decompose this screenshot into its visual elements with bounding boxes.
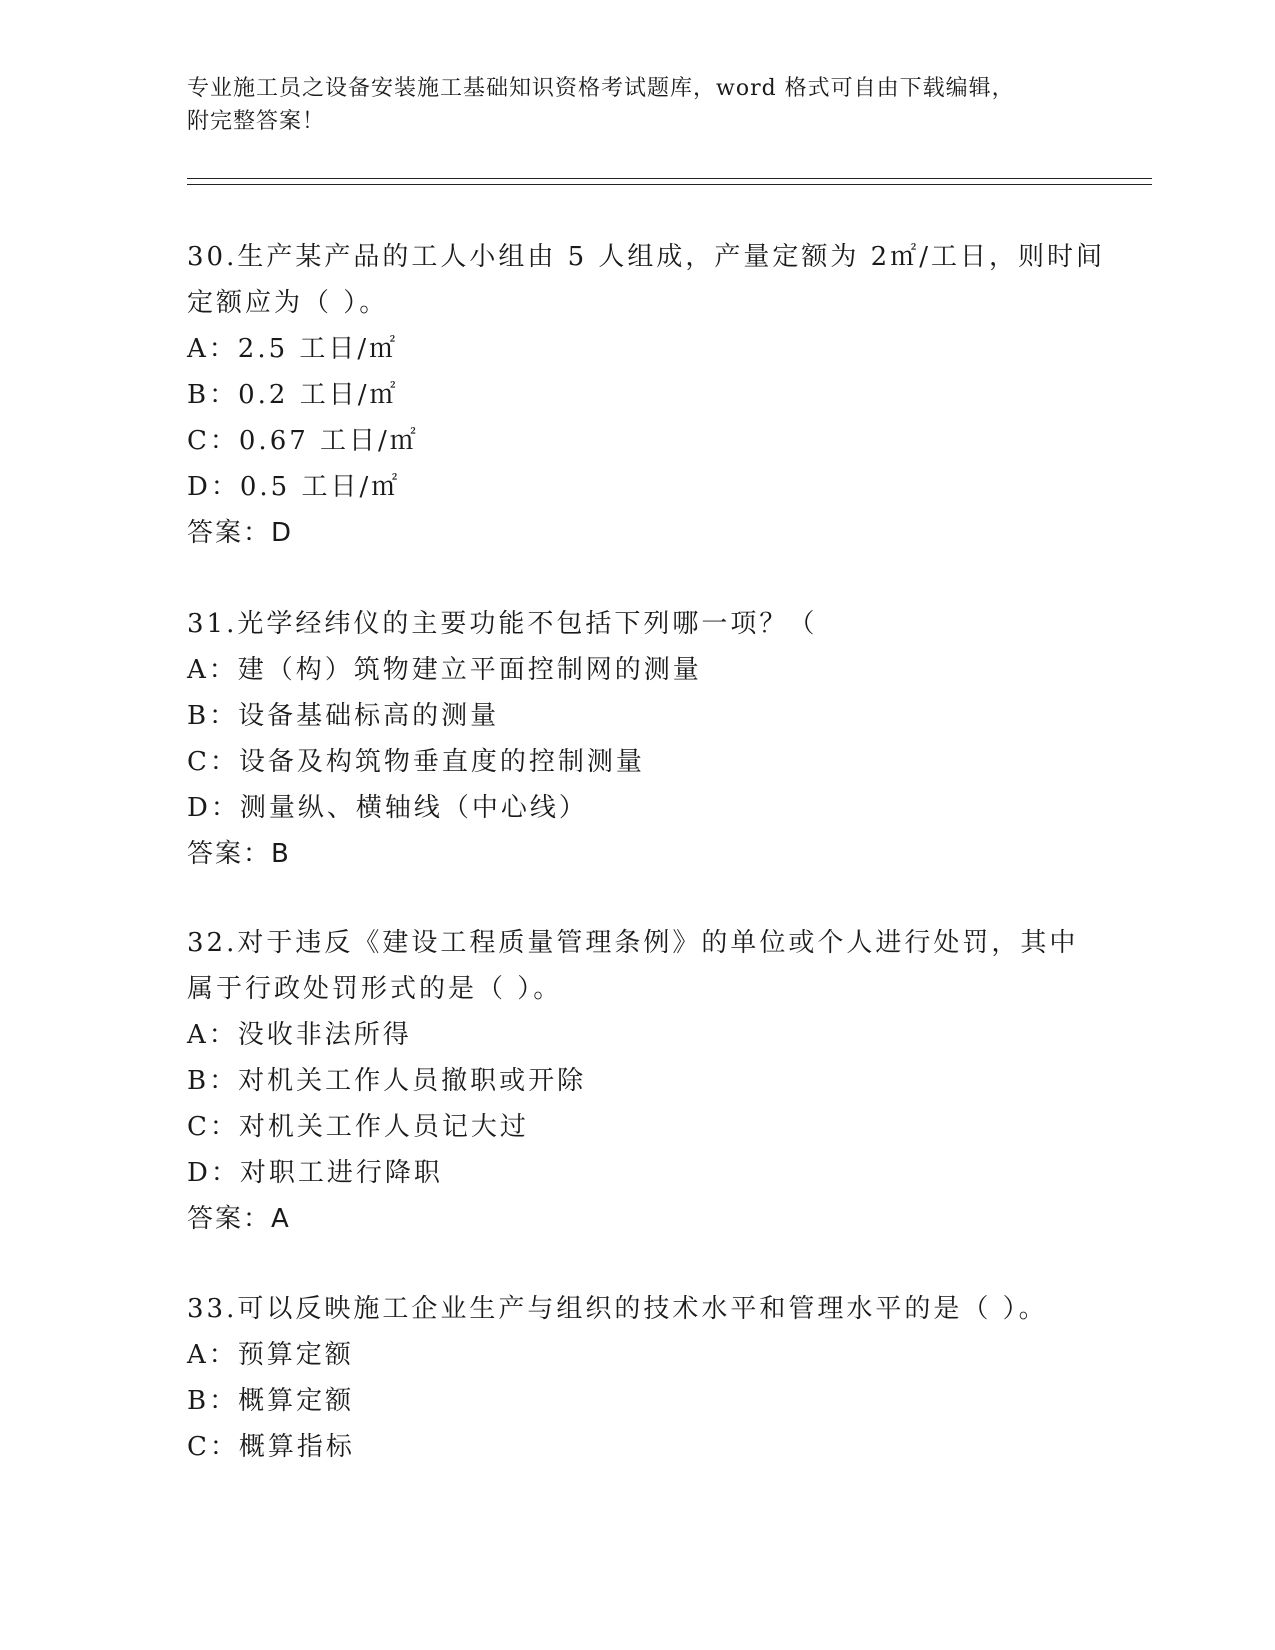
option-d: D：对职工进行降职: [187, 1158, 443, 1188]
question-stem: 33.可以反映施工企业生产与组织的技术水平和管理水平的是（ ）。: [187, 1294, 1048, 1324]
answer: 答案：A: [187, 1204, 291, 1234]
option-b: B：设备基础标高的测量: [187, 701, 500, 731]
option-b: B：0.2 工日/㎡: [187, 380, 399, 410]
question-31: [187, 601, 1127, 877]
question-33: [187, 1286, 1127, 1470]
option-a: A：没收非法所得: [187, 1020, 412, 1050]
option-a: A：预算定额: [187, 1340, 354, 1370]
question-stem: 属于行政处罚形式的是（ ）。: [187, 974, 563, 1004]
option-c: C：对机关工作人员记大过: [187, 1112, 529, 1142]
document-header: [187, 72, 1087, 138]
option-d: D：0.5 工日/㎡: [187, 472, 401, 502]
answer: 答案：D: [187, 518, 294, 548]
option-c: C：0.67 工日/㎡: [187, 426, 419, 456]
option-b: B：概算定额: [187, 1386, 355, 1416]
header-divider-top: [187, 178, 1152, 179]
question-32: [187, 920, 1127, 1242]
question-stem: 32.对于违反《建设工程质量管理条例》的单位或个人进行处罚，其中: [187, 928, 1079, 958]
option-c: C：设备及构筑物垂直度的控制测量: [187, 747, 645, 777]
option-d: D：测量纵、横轴线（中心线）: [187, 793, 588, 823]
header-divider-bottom: [187, 184, 1152, 185]
header-line-2: 附完整答案！: [187, 109, 326, 134]
question-stem: 定额应为（ ）。: [187, 288, 389, 318]
option-a: A：2.5 工日/㎡: [187, 334, 399, 364]
option-b: B：对机关工作人员撤职或开除: [187, 1066, 587, 1096]
option-a: A：建（构）筑物建立平面控制网的测量: [187, 655, 702, 685]
answer: 答案：B: [187, 839, 291, 869]
question-30: [187, 234, 1127, 556]
question-stem: 30.生产某产品的工人小组由 5 人组成，产量定额为 2㎡/工日，则时间: [187, 242, 1105, 272]
header-line-1: 专业施工员之设备安装施工基础知识资格考试题库，word 格式可自由下载编辑，: [187, 76, 1015, 101]
option-c: C：概算指标: [187, 1432, 355, 1462]
question-stem: 31.光学经纬仪的主要功能不包括下列哪一项？（: [187, 609, 818, 639]
